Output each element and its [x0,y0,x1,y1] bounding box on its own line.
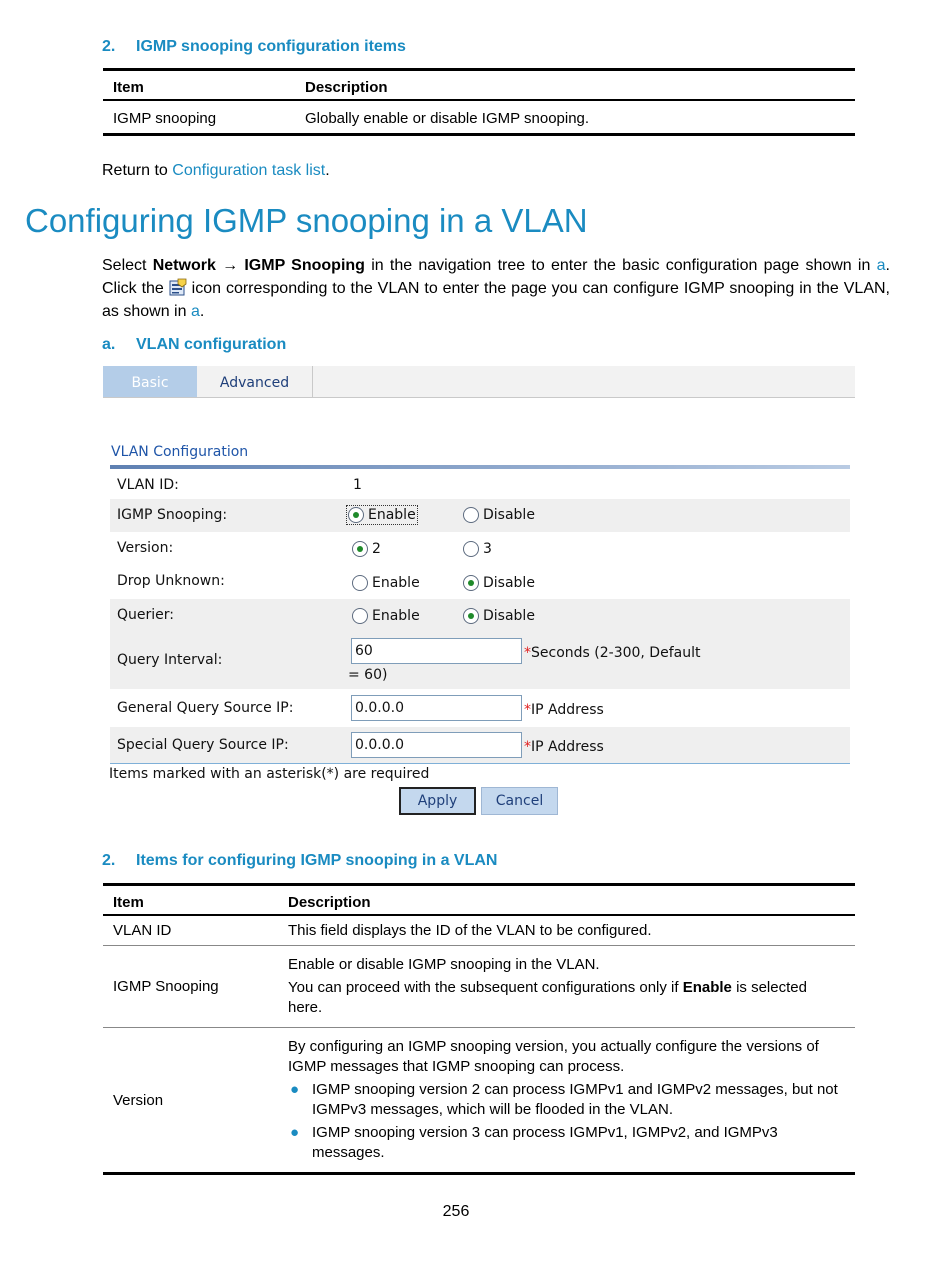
return-suffix: . [325,162,330,179]
table-cell-description [278,946,855,1028]
table-row [103,915,855,946]
radio-label: Enable [372,575,420,591]
configure-icon [169,278,187,296]
intro-paragraph [102,254,890,323]
radio-label: Disable [483,575,535,591]
nav-network: Network [152,257,216,274]
table-header-description: Description [278,885,855,916]
general-ip-hint [524,702,604,718]
version-label: Version: [117,540,174,556]
list-item-text: IGMP snooping version 3 can process IGMPv1, IGMPv2, and IGMPv3 messages. [312,1124,778,1161]
table-cell-description: Globally enable or disable IGMP snooping. [295,100,855,135]
radio-unselected-icon [352,575,368,591]
tab-basic[interactable]: Basic [103,366,197,397]
special-query-ip-input[interactable] [351,732,522,758]
intro-text: . [885,257,890,274]
version-3-radio[interactable] [463,541,492,557]
query-interval-input[interactable] [351,638,522,664]
version-row [110,532,850,565]
drop-unknown-label: Drop Unknown: [117,573,225,589]
page-title: Configuring IGMP snooping in a VLAN [25,202,588,239]
radio-unselected-icon [352,608,368,624]
figure-caption [102,336,286,354]
hint-text: IP Address [531,739,604,755]
intro-text: icon corresponding to the VLAN to enter the page you can configure IGMP snooping in the VLAN, as shown in [102,280,890,320]
radio-selected-icon [463,575,479,591]
figure-title: VLAN configuration [136,336,287,353]
description-text: By configuring an IGMP snooping version, you actually configure the versions of IGMP messages that IGMP snooping can process. [288,1038,819,1075]
description-text: Enable or disable IGMP snooping in the VLAN. [288,956,600,973]
arrow-icon: → [222,257,239,274]
return-line [102,159,330,182]
version-2-radio[interactable] [352,541,381,557]
radio-label: Enable [368,507,416,523]
drop-disable-radio[interactable] [463,575,535,591]
figure-ref-link[interactable]: a [190,303,200,320]
section-divider [110,465,850,469]
description-text [288,978,845,1018]
configuration-task-list-link[interactable]: Configuration task list [172,162,326,179]
intro-text: . [199,303,205,320]
bullet-icon: ● [290,1081,300,1098]
querier-disable-radio[interactable] [463,608,535,624]
igmp-snooping-row [110,499,850,532]
table-cell-item: IGMP Snooping [103,946,278,1028]
table-row [103,1028,855,1174]
description-fragment: is selected here. [288,979,807,1016]
required-asterisk: * [524,739,531,755]
radio-label: Disable [483,507,535,523]
hint-text-cont: = 60) [348,667,388,683]
vlan-id-label: VLAN ID: [117,477,179,493]
required-asterisk: * [524,645,531,661]
tab-bar [103,366,855,398]
bullet-icon: ● [290,1124,300,1141]
vlan-items-table [103,883,855,1175]
hint-text: Seconds (2-300, Default [531,645,701,661]
vlan-id-value: 1 [353,477,362,493]
table-row [103,100,855,135]
required-note: Items marked with an asterisk(*) are required [109,766,430,782]
cancel-button[interactable]: Cancel [481,787,558,815]
general-query-ip-label: General Query Source IP: [117,700,294,716]
intro-text: in the navigation tree to enter the basic configuration page shown in [371,257,871,274]
tab-advanced[interactable]: Advanced [197,366,313,397]
list-item-text: IGMP snooping version 2 can process IGMPv1 and IGMPv2 messages, but not IGMPv3 messages, which will be flooded in the VLAN. [312,1081,838,1118]
drop-unknown-row [110,565,850,599]
query-interval-hint [524,645,700,661]
radio-label: Disable [483,608,535,624]
description-bold: Enable [682,979,732,996]
section-number: 2. [102,852,116,869]
querier-group [110,599,850,689]
table-cell-item: VLAN ID [103,915,278,946]
radio-selected-icon [463,608,479,624]
section-number: 2. [102,38,116,55]
general-query-ip-row [110,689,850,727]
figure-label: a. [102,336,116,353]
special-query-ip-row [110,727,850,763]
table-row [103,946,855,1028]
querier-label: Querier: [117,607,174,623]
special-ip-hint [524,739,604,755]
table-cell-item: Version [103,1028,278,1174]
igmp-snooping-label: IGMP Snooping: [117,507,228,523]
radio-selected-icon [348,507,364,523]
radio-unselected-icon [463,541,479,557]
igmp-enable-radio[interactable] [348,507,416,523]
vlan-id-row [110,470,850,499]
table-header-item: Item [103,70,295,101]
table-header-description: Description [295,70,855,101]
intro-text: Click the [102,280,164,297]
section-heading-config-items [102,38,406,56]
nav-igmp-snooping: IGMP Snooping [244,257,365,274]
section-title: IGMP snooping configuration items [136,38,406,55]
list-item [288,1080,845,1120]
required-asterisk: * [524,702,531,718]
query-interval-label: Query Interval: [117,652,223,668]
section-heading-vlan-items [102,852,497,870]
config-items-table [103,68,855,136]
vlan-configuration-title: VLAN Configuration [111,444,249,460]
form-bottom-rule [110,763,850,764]
hint-text: IP Address [531,702,604,718]
section-title: Items for configuring IGMP snooping in a VLAN [136,852,498,869]
bullet-list [288,1080,845,1163]
list-item [288,1123,845,1163]
table-cell-description: This field displays the ID of the VLAN to be configured. [278,915,855,946]
general-query-ip-input[interactable] [351,695,522,721]
apply-button[interactable]: Apply [399,787,476,815]
radio-label: 3 [483,541,492,557]
querier-enable-radio[interactable] [352,608,420,624]
radio-label: 2 [372,541,381,557]
return-prefix: Return to [102,162,168,179]
igmp-disable-radio[interactable] [463,507,535,523]
special-query-ip-label: Special Query Source IP: [117,737,289,753]
drop-enable-radio[interactable] [352,575,420,591]
radio-unselected-icon [463,507,479,523]
radio-label: Enable [372,608,420,624]
intro-text: Select [102,257,147,274]
page-number: 256 [442,1203,470,1220]
radio-selected-icon [352,541,368,557]
description-fragment: You can proceed with the subsequent configurations only if [288,979,679,996]
figure-ref-link[interactable]: a [876,257,886,274]
table-cell-item: IGMP snooping [103,100,295,135]
table-cell-description [278,1028,855,1174]
table-header-item: Item [103,885,278,916]
